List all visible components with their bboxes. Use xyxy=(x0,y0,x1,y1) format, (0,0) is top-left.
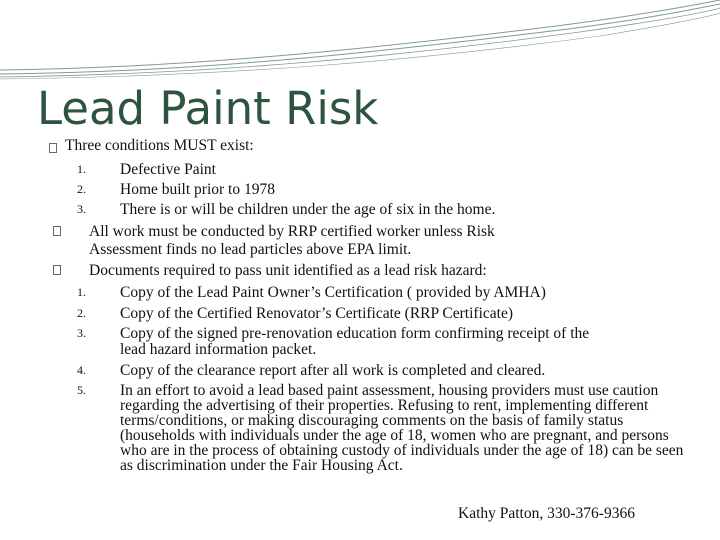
footer-contact: Kathy Patton, 330-376-9366 xyxy=(458,505,635,522)
list-item: Copy of the clearance report after all work is completed and cleared. xyxy=(120,362,546,379)
list-number: 5. xyxy=(77,383,86,397)
decorative-wave-lines xyxy=(0,0,720,80)
list-item: Copy of the Certified Renovator’s Certificate (RRP Certificate) xyxy=(120,305,513,322)
list-number: 3. xyxy=(77,326,86,340)
bullet-text: Three conditions MUST exist: xyxy=(65,137,254,154)
list-number: 1. xyxy=(77,162,86,176)
bullet-marker xyxy=(53,226,61,236)
list-item-paragraph: In an effort to avoid a lead based paint assessment, housing providers must use caution regarding the advertising of their properties. Refusing to rent, implementing different terms/conditions, or making discouraging comments on the basis of family status (households with individuals under the age of 18, women who are pregnant, and persons who are in the process of obtaining custody of individuals under the age of 18) can be seen as discrimination under the Fair Housing Act. xyxy=(120,382,684,474)
list-item: Copy of the signed pre-renovation education form confirming receipt of the xyxy=(120,325,590,342)
bullet-text: Documents required to pass unit identified as a lead risk hazard: xyxy=(89,262,487,279)
bullet-marker xyxy=(53,265,61,275)
list-item: Home built prior to 1978 xyxy=(120,181,275,198)
list-item: Defective Paint xyxy=(120,161,216,178)
bullet-marker xyxy=(49,143,57,153)
bullet-text-continued: Assessment finds no lead particles above EPA limit. xyxy=(89,241,412,258)
list-item: There is or will be children under the age of six in the home. xyxy=(120,201,496,218)
list-item: Copy of the Lead Paint Owner’s Certification ( provided by AMHA) xyxy=(120,284,546,301)
list-number: 3. xyxy=(77,202,86,216)
list-number: 2. xyxy=(77,306,86,320)
bullet-text: All work must be conducted by RRP certified worker unless Risk xyxy=(89,223,495,240)
list-item-continued: lead hazard information packet. xyxy=(120,341,317,358)
slide-title: Lead Paint Risk xyxy=(37,82,379,135)
list-number: 1. xyxy=(77,285,86,299)
list-number: 2. xyxy=(77,182,86,196)
list-number: 4. xyxy=(77,363,86,377)
